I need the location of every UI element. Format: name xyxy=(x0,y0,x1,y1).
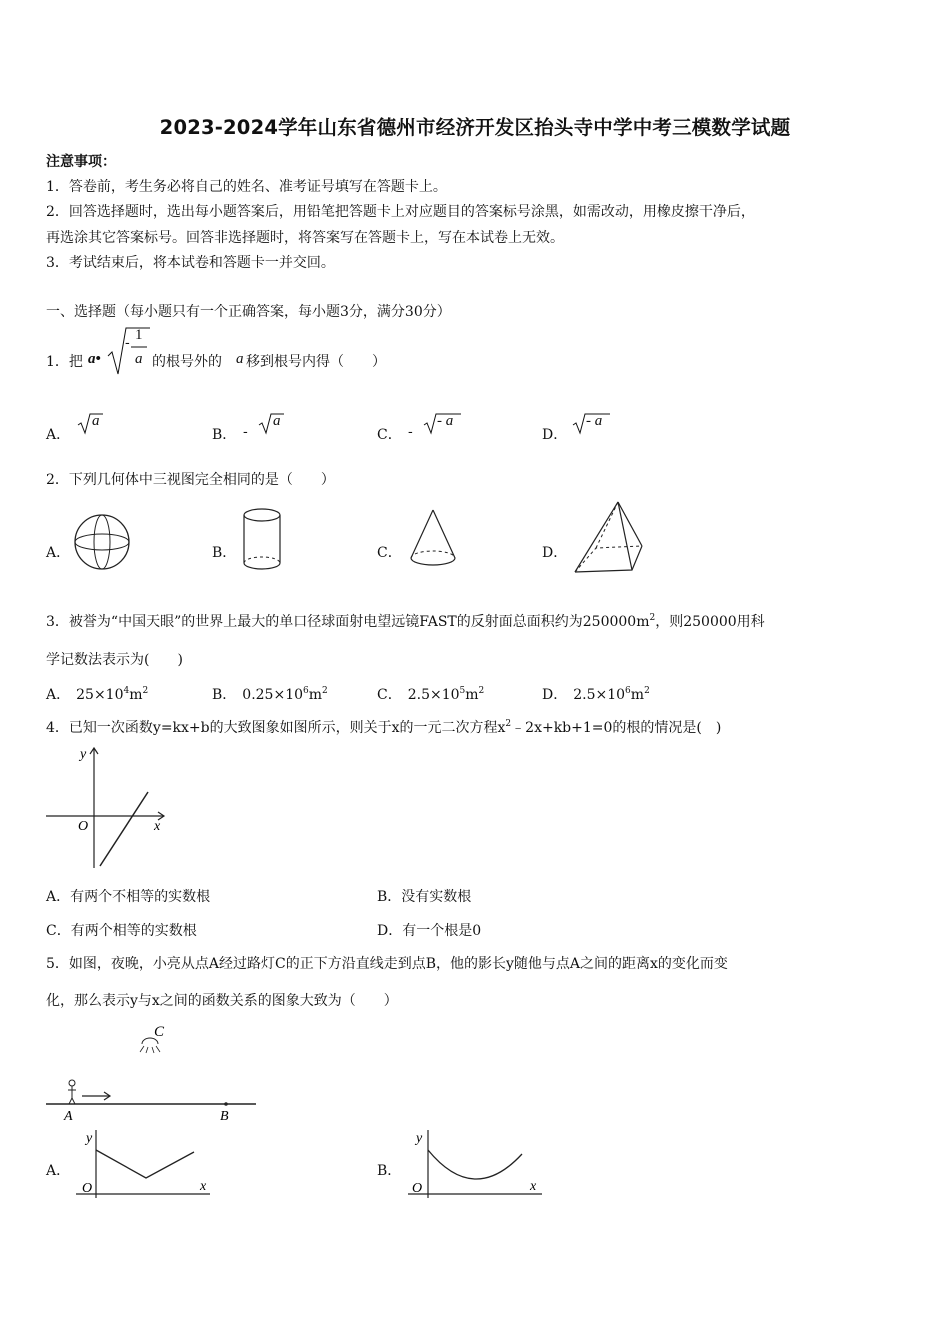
q1-option-a-radicand: a xyxy=(92,413,100,429)
notice-item-2: 2．回答选择题时，选出每小题答案后，用铅笔把答题卡上对应题目的答案标号涂黑，如需改动，用橡皮擦干净后， xyxy=(46,204,755,220)
q5-option-a-graph xyxy=(72,1126,214,1200)
section-heading: 一、选择题（每小题只有一个正确答案，每小题3分，满分30分） xyxy=(46,304,451,320)
q5-option-b-graph xyxy=(404,1126,546,1200)
pyramid-icon xyxy=(570,500,646,576)
q5-a-y-label: y xyxy=(86,1131,93,1146)
q2-option-c-label[interactable]: C． xyxy=(377,545,402,561)
q5-line1: 5．如图，夜晚，小亮从点A经过路灯C的正下方沿直线走到点B，他的影长y随他与点A之间的距离x的变化而变 xyxy=(46,956,728,972)
end-point-label: B xyxy=(220,1109,229,1124)
q2-option-b-label[interactable]: B． xyxy=(212,545,237,561)
q2-option-a-label[interactable]: A． xyxy=(46,545,71,561)
q1-radical-sign xyxy=(106,326,150,378)
q5-a-origin: O xyxy=(82,1181,93,1196)
notice-item-1: 1．答卷前，考生务必将自己的姓名、准考证号填写在答题卡上。 xyxy=(46,179,447,195)
q4-option-b[interactable]: B．没有实数根 xyxy=(377,889,472,905)
q1-option-b-sign: - xyxy=(243,424,248,440)
q5-line2: 化，那么表示y与x之间的函数关系的图象大致为（ ） xyxy=(46,993,398,1009)
q4-linear-graph xyxy=(44,744,168,870)
q4-option-a[interactable]: A．有两个不相等的实数根 xyxy=(46,889,211,905)
notice-heading: 注意事项： xyxy=(46,154,116,170)
q5-b-origin: O xyxy=(412,1181,423,1196)
q1-option-a-label[interactable]: A． xyxy=(46,427,71,443)
q5-a-x-label: x xyxy=(200,1179,207,1194)
q5-option-a-label[interactable]: A． xyxy=(46,1163,71,1179)
sphere-icon xyxy=(72,512,132,572)
q3-option-b[interactable]: B． $0.25\times 10^6m^2$ xyxy=(212,686,328,703)
lamp-label: C xyxy=(154,1024,165,1040)
start-point-label: A xyxy=(64,1109,73,1124)
q3-line2: 学记数法表示为( ) xyxy=(46,652,183,668)
q1-prefix: 1．把 xyxy=(46,354,83,370)
q1-frac-num: 1 xyxy=(135,327,143,343)
q1-option-c-sign: - xyxy=(408,424,413,440)
q1-fraction-bar xyxy=(131,346,147,348)
q4-graph-x-label: x xyxy=(154,819,161,834)
q1-suffix-post: 移到根号内得（ ） xyxy=(246,354,386,370)
q3-option-c[interactable]: C． $2.5\times 10^5m^2$ xyxy=(377,686,485,703)
notice-item-3: 3．考试结束后，将本试卷和答题卡一并交回。 xyxy=(46,255,335,271)
q1-frac-den: a xyxy=(135,351,143,367)
q2-text: 2．下列几何体中三视图完全相同的是（ ） xyxy=(46,472,335,488)
q1-option-d-label[interactable]: D． xyxy=(542,427,568,443)
q1-a: a xyxy=(236,351,244,367)
q3-line1: 3．被誉为“中国天眼”的世界上最大的单口径球面射电望远镜FAST的反射面总面积约为$250000m^2$，则250000用科 xyxy=(46,613,765,630)
q5-scene-diagram xyxy=(44,1020,260,1126)
cone-icon xyxy=(408,508,458,570)
q4-option-c[interactable]: C．有两个相等的实数根 xyxy=(46,923,197,939)
q1-a-dot: a• xyxy=(88,351,101,367)
q3-option-a[interactable]: A． $25\times 10^4m^2$ xyxy=(46,686,149,703)
cylinder-icon xyxy=(240,507,284,573)
q1-option-c-radicand: - a xyxy=(437,413,454,429)
q4-graph-origin: O xyxy=(78,819,89,834)
q5-b-y-label: y xyxy=(416,1131,423,1146)
q1-option-d-radicand: - a xyxy=(586,413,603,429)
q1-option-b-label[interactable]: B． xyxy=(212,427,237,443)
q1-option-c-label[interactable]: C． xyxy=(377,427,402,443)
q1-option-b-radicand: a xyxy=(273,413,281,429)
q3-option-d[interactable]: D． $2.5\times 10^6m^2$ xyxy=(542,686,650,703)
q1-minus: - xyxy=(125,335,130,351)
notice-item-2-cont: 再选涂其它答案标号。回答非选择题时，将答案写在答题卡上，写在本试卷上无效。 xyxy=(46,230,564,246)
q5-option-b-label[interactable]: B． xyxy=(377,1163,402,1179)
q5-b-x-label: x xyxy=(530,1179,537,1194)
q4-graph-y-label: y xyxy=(80,747,87,762)
page-title: 2023-2024学年山东省德州市经济开发区抬头寺中学中考三模数学试题 xyxy=(159,116,791,139)
q1-suffix-pre: 的根号外的 xyxy=(152,354,222,370)
q4-text: 4．已知一次函数y=kx+b的大致图象如图所示，则关于x的一元二次方程$x^2﹣2x+kb+1=0$的根的情况是( ) xyxy=(46,719,722,736)
q2-option-d-label[interactable]: D． xyxy=(542,545,568,561)
q4-option-d[interactable]: D．有一个根是0 xyxy=(377,923,482,939)
